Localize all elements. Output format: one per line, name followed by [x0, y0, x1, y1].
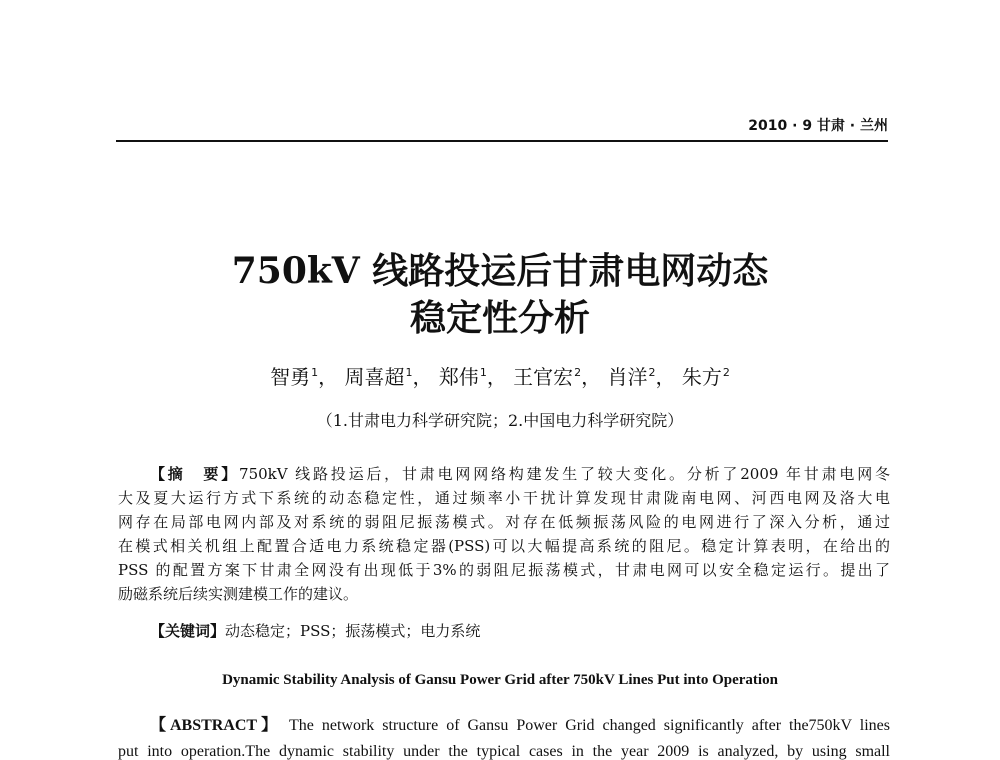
author-separator: ，	[655, 365, 676, 389]
author	[439, 365, 507, 389]
abstract-line: 在模式相关机组上配置合适电力系统稳定器(PSS)可以大幅提高系统的阻尼。稳定计算表明，在给出的	[118, 537, 890, 555]
author-separator: ，	[412, 365, 433, 389]
paper-title-line-1: 750kV 线路投运后甘肃电网动态	[231, 250, 769, 292]
abstract-line: 网存在局部电网内部及对系统的弱阻尼振荡模式。对存在低频振荡风险的电网进行了深入分析，通过	[118, 513, 890, 531]
abstract-line: 大及夏大运行方式下系统的动态稳定性，通过频率小干扰计算发现甘肃陇南电网、河西电网及洛大电	[118, 489, 890, 507]
author	[513, 365, 601, 389]
paper-title-line-2: 稳定性分析	[409, 297, 590, 339]
abstract-line: 励磁系统后续实测建模工作的建议。	[118, 585, 359, 603]
author-separator: ，	[486, 365, 507, 389]
author-affiliation-mark: 2	[648, 366, 656, 380]
author-name: 朱方	[681, 365, 722, 389]
abstract-label: 【摘 要】	[150, 465, 240, 483]
author	[682, 365, 730, 389]
author-affiliation-mark: 1	[479, 366, 487, 380]
author	[270, 365, 338, 389]
author-affiliation-mark: 1	[405, 366, 413, 380]
header-rule	[116, 140, 888, 142]
english-title: Dynamic Stability Analysis of Gansu Power Grid after 750kV Lines Put into Operation	[222, 672, 778, 688]
running-head: 2010 · 9 甘肃 · 兰州	[748, 118, 888, 134]
abstract-text: 750kV 线路投运后，甘肃电网网络构建发生了较大变化。分析了2009 年甘肃电网冬	[239, 465, 890, 483]
english-abstract-line	[118, 713, 890, 739]
author-affiliation-mark: 1	[311, 366, 319, 380]
keywords-label: 【关键词】	[150, 622, 226, 640]
author-affiliation-mark: 2	[722, 366, 730, 380]
author-name: 智勇	[270, 365, 311, 389]
author-name: 周喜超	[344, 365, 405, 389]
author-name: 郑伟	[438, 365, 479, 389]
english-abstract-label: 【ABSTRACT】	[150, 717, 282, 734]
author	[608, 365, 676, 389]
author-separator: ，	[581, 365, 602, 389]
english-abstract-text: The network structure of Gansu Power Grid changed significantly after the750kV lines	[281, 717, 890, 734]
english-abstract	[118, 713, 890, 760]
author-name: 肖洋	[607, 365, 648, 389]
author	[344, 365, 432, 389]
keywords	[150, 620, 480, 641]
english-abstract-line: put into operation.The dynamic stability under the typical cases in the year 2009 is analyzed, by using small	[118, 743, 890, 760]
keywords-text: 动态稳定；PSS；振荡模式；电力系统	[225, 622, 481, 640]
affiliations: （1.甘肃电力科学研究院；2.中国电力科学研究院）	[316, 411, 684, 430]
chinese-abstract	[118, 462, 890, 606]
author-affiliation-mark: 2	[574, 366, 582, 380]
author-list	[0, 361, 1000, 390]
abstract-line	[118, 462, 890, 486]
abstract-line: PSS 的配置方案下甘肃全网没有出现低于3%的弱阻尼振荡模式，甘肃电网可以安全稳定运行。提出了	[118, 561, 890, 579]
author-name: 王官宏	[513, 365, 574, 389]
author-separator: ，	[318, 365, 339, 389]
